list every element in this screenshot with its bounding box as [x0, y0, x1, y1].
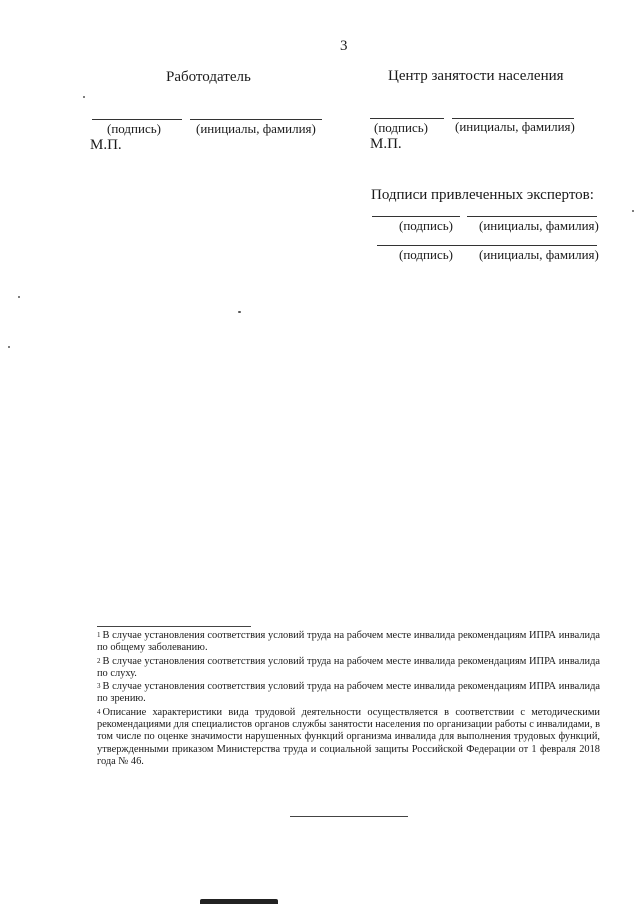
expert-1-signature-label: (подпись): [399, 218, 453, 233]
scan-speck: [632, 210, 634, 212]
expert-2-name-label: (инициалы, фамилия): [479, 247, 599, 262]
footnote-1: [97, 630, 600, 654]
scan-speck: [83, 96, 85, 98]
expert-1-name-label: (инициалы, фамилия): [479, 218, 599, 233]
employment-center-name-label: (инициалы, фамилия): [455, 119, 575, 134]
expert-2-signature-line: [377, 245, 597, 246]
footnote-separator: [97, 626, 251, 627]
footnote-4-text: Описание характеристики вида трудовой деятельности осуществляется в соответствии с методическими рекомендациями для специалистов органов службы занятости населения по организации работы с инвалидами, в том числе по оценке значимости нарушенных функций организма инвалида для выполнения трудовых функций, утвержденными приказом Министерства труда и социальной защиты Российской Федерации от 1 февраля 2018 года № 46.: [97, 707, 600, 767]
page-number: 3: [340, 38, 348, 54]
expert-2-signature-label: (подпись): [399, 247, 453, 262]
expert-1-signature-line: [372, 216, 460, 217]
employer-signature-line: [92, 119, 182, 120]
footnote-2-text: В случае установления соответствия условий труда на рабочем месте инвалида рекомендациям ИПРА инвалида по слуху.: [97, 656, 600, 680]
scan-speck: [8, 346, 10, 348]
employment-center-heading: Центр занятости населения: [388, 68, 564, 84]
employer-heading: Работодатель: [166, 69, 251, 85]
scan-speck: [238, 311, 241, 313]
employer-signature-label: (подпись): [107, 121, 161, 136]
footnote-1-mark: 1: [97, 631, 101, 639]
scan-edge-mark: [200, 899, 278, 904]
employer-name-line: [190, 119, 322, 120]
closing-rule: [290, 816, 408, 817]
footnote-4-mark: 4: [97, 708, 101, 716]
footnote-4: [97, 707, 600, 768]
employment-center-signature-label: (подпись): [374, 120, 428, 135]
footnote-3-text: В случае установления соответствия условий труда на рабочем месте инвалида рекомендациям ИПРА инвалида по зрению.: [97, 681, 600, 705]
employer-seal: М.П.: [90, 137, 122, 153]
footnote-2-mark: 2: [97, 657, 101, 665]
employer-name-label: (инициалы, фамилия): [196, 121, 316, 136]
employment-center-signature-line: [370, 118, 444, 119]
footnote-2: [97, 656, 600, 680]
footnote-1-text: В случае установления соответствия условий труда на рабочем месте инвалида рекомендациям ИПРА инвалида по общему заболеванию.: [97, 630, 600, 654]
expert-1-name-line: [467, 216, 597, 217]
scan-speck: [18, 296, 20, 298]
footnote-3: [97, 681, 600, 705]
footnote-3-mark: 3: [97, 682, 101, 690]
experts-heading: Подписи привлеченных экспертов:: [371, 187, 594, 203]
employment-center-seal: М.П.: [370, 136, 402, 152]
